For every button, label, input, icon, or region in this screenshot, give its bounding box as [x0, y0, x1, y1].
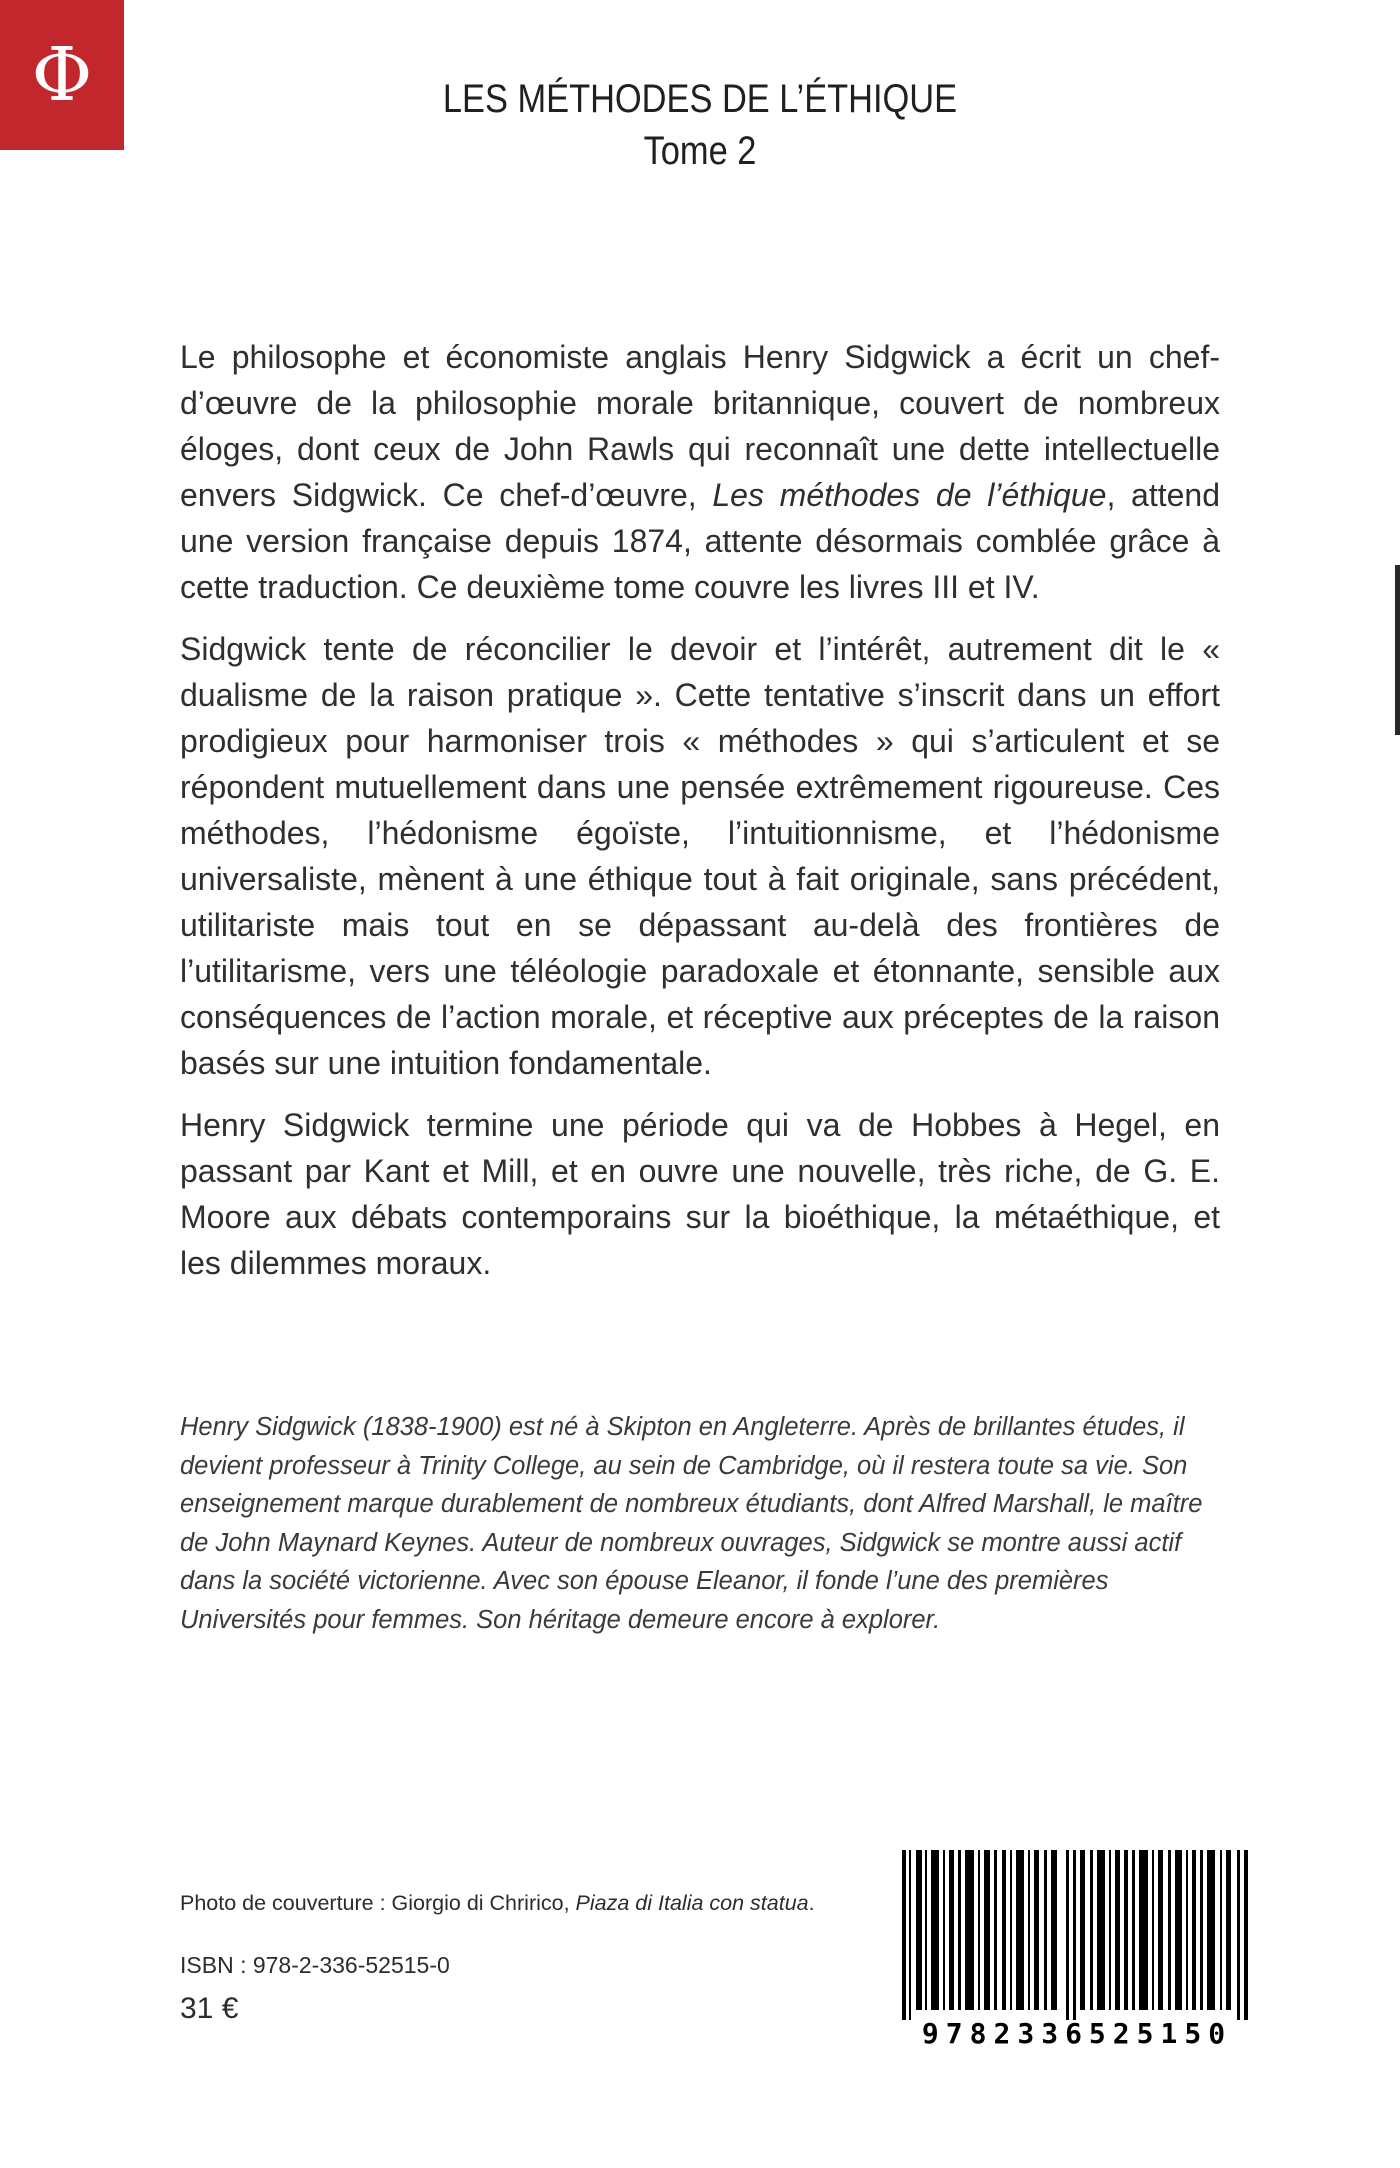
price: 31 €: [180, 1992, 239, 2025]
author-biography-paragraph: [180, 1408, 1220, 1639]
phi-symbol-icon: Φ: [31, 32, 93, 118]
artwork-suffix: .: [808, 1891, 815, 1915]
author-biography: [180, 1408, 1220, 1639]
artwork-title: Piaza di Italia con statua: [575, 1891, 809, 1915]
summary-paragraph-1: [180, 334, 1220, 610]
cover-photo-credit-prefix: Photo de couverture : Giorgio di Chririco,: [180, 1891, 576, 1915]
book-title: LES MÉTHODES DE L’ÉTHIQUE: [442, 77, 958, 121]
isbn: ISBN : 978-2-336-52515-0: [180, 1952, 450, 1978]
book-title-block: [0, 74, 1400, 178]
book-title-italic: Les méthodes de l’éthique: [712, 477, 1107, 513]
author-name: Henry Sidgwick: [180, 1413, 356, 1441]
summary-paragraph-1-lead: Le philosophe et économiste anglais Henry Sidgwick a écrit un chef-d’œuvre de la philosophie morale britannique, couvert de nombreux éloges, dont ceux de John Rawls qui reconnaît une dette intellectuelle envers Sidgwick. Ce chef-d’œuvre,: [180, 339, 1220, 513]
page-edge-mark: [1395, 550, 1400, 750]
barcode-number: 9782336525150: [921, 2017, 1233, 2050]
barcode: [894, 1848, 1260, 2052]
summary-paragraph-2: Sidgwick tente de réconcilier le devoir et l’intérêt, autrement dit le « dualisme de la raison pratique ». Cette tentative s’inscrit dans un effort prodigieux pour harmoniser trois « méthodes » qui s’articulent et se répondent mutuellement dans une pensée extrêmement rigoureuse. Ces méthodes, l’hédonisme égoïste, l’intuitionnisme, et l’hédonisme universaliste, mènent à une éthique tout à fait originale, sans précédent, utilitariste mais tout en se dépassant au-delà des frontières de l’utilitarisme, vers une téléologie paradoxale et étonnante, sensible aux conséquences de l’action morale, et réceptive aux préceptes de la raison basés sur une intuition fondamentale.: [180, 631, 1220, 1081]
book-summary: [180, 334, 1220, 1302]
summary-paragraph-1-tail: , attend une version française depuis 1874, attente désormais comblée grâce à cette traduction. Ce deuxième tome couvre les livres III et IV.: [180, 477, 1221, 605]
volume-subtitle: Tome 2: [643, 129, 757, 173]
summary-paragraph-3: Henry Sidgwick termine une période qui va de Hobbes à Hegel, en passant par Kant et Mill, et en ouvre une nouvelle, très riche, de G. E. Moore aux débats contemporains sur la bioéthique, la métaéthique, et les dilemmes moraux.: [180, 1107, 1220, 1281]
author-biography-text: (1838-1900) est né à Skipton en Angleterre. Après de brillantes études, il devient professeur à Trinity College, au sein de Cambridge, où il restera toute sa vie. Son enseignement marque durablement de nombreux étudiants, dont Alfred Marshall, le maître de John Maynard Keynes. Auteur de nombreux ouvrages, Sidgwick se montre aussi actif dans la société victorienne. Avec son épouse Eleanor, il fonde l’une des premières Universités pour femmes. Son héritage demeure encore à explorer.: [180, 1413, 1203, 1634]
cover-photo-credit: [180, 1888, 900, 1918]
